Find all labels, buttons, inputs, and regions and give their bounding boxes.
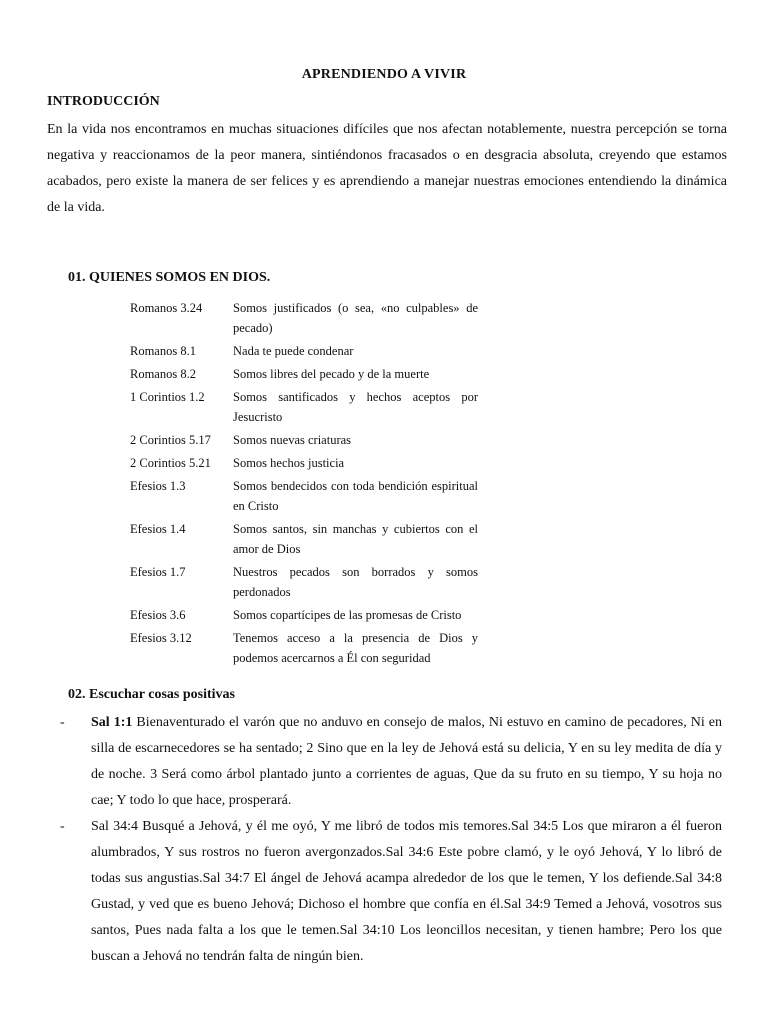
verse-ref: Efesios 1.4 [130,522,186,536]
intro-paragraph: En la vida nos encontramos en muchas situaciones difíciles que nos afectan notablemente, nuestra percepción se torna negativa y reaccionamos de la peor manera, sintiéndonos fracasados o en desgracia absoluta, creyendo que estamos acabados, pero existe la manera de ser felices y es aprendiendo a manejar nuestras emociones entendiendo la dinámica de la vida. [47,122,727,215]
table-row [130,364,478,384]
verse-text: Somos justificados (o sea, «no culpables» de pecado) [233,301,478,335]
verse-text: Somos bendecidos con toda bendición espiritual en Cristo [233,479,478,513]
list-item [60,814,722,970]
table-row [130,387,478,427]
table-row [130,298,478,338]
intro-heading: INTRODUCCIÓN [47,94,160,109]
verse-text: Nuestros pecados son borrados y somos perdonados [233,565,478,599]
verse-text: Somos santos, sin manchas y cubiertos con el amor de Dios [233,522,478,556]
section-1-heading: 01. QUIENES SOMOS EN DIOS. [68,270,271,285]
bullet-dash: - [60,715,65,730]
bullet-text: Sal 34:4 Busqué a Jehová, y él me oyó, Y me libró de todos mis temores.Sal 34:5 Los que miraron a él fueron alumbrados, Y sus rostros no fueron avergonzados.Sal 34:6 Este pobre clamó, y le oyó Jehová, Y lo libró de todas sus angustias.Sal 34:7 El ángel de Jehová acampa alrededor de los que le temen, Y los defiende.Sal 34:8 Gustad, y ved que es bueno Jehová; Dichoso el hombre que confía en él.Sal 34:9 Temed a Jehová, vosotros sus santos, Pues nada falta a los que le temen.Sal 34:10 Los leoncillos necesitan, y tienen hambre; Pero los que buscan a Jehová no tendrán falta de ningún bien. [91,819,722,964]
verse-ref: Efesios 3.6 [130,608,186,622]
verse-text: Tenemos acceso a la presencia de Dios y podemos acercarnos a Él con seguridad [233,631,478,665]
bullet-list [60,710,722,970]
table-row [130,519,478,559]
verse-ref: Efesios 3.12 [130,631,192,645]
table-row [130,341,478,361]
bullet-dash: - [60,819,65,834]
verse-text: Somos copartícipes de las promesas de Cristo [233,608,462,622]
bullet-reference: Sal 1:1 [91,715,133,730]
table-row [130,562,478,602]
table-row [130,628,478,668]
verse-table [130,298,478,671]
verse-text: Nada te puede condenar [233,344,354,358]
verse-text: Somos nuevas criaturas [233,433,352,447]
verse-ref: Romanos 3.24 [130,301,203,315]
verse-ref: 1 Corintios 1.2 [130,390,205,404]
bullet-text: Bienaventurado el varón que no anduvo en consejo de malos, Ni estuvo en camino de pecadores, Ni en silla de escarnecedores se ha sentado; 2 Sino que en la ley de Jehová está su delicia, Y en su ley medita de día y de noche. 3 Será como árbol plantado junto a corrientes de aguas, Que da su fruto en su tiempo, Y su hoja no cae; Y todo lo que hace, prosperará. [91,715,722,808]
verse-text: Somos libres del pecado y de la muerte [233,367,430,381]
table-row [130,476,478,516]
table-row [130,430,478,450]
list-item [60,710,722,814]
table-row [130,605,478,625]
verse-ref: 2 Corintios 5.21 [130,456,211,470]
verse-ref: 2 Corintios 5.17 [130,433,211,447]
document-title: APRENDIENDO A VIVIR [301,67,467,82]
verse-ref: Efesios 1.7 [130,565,186,579]
section-2-heading: 02. Escuchar cosas positivas [68,687,235,702]
verse-ref: Romanos 8.1 [130,344,196,358]
verse-ref: Efesios 1.3 [130,479,186,493]
table-row [130,453,478,473]
verse-ref: Romanos 8.2 [130,367,196,381]
verse-text: Somos hechos justicia [233,456,345,470]
verse-text: Somos santificados y hechos aceptos por Jesucristo [233,390,478,424]
